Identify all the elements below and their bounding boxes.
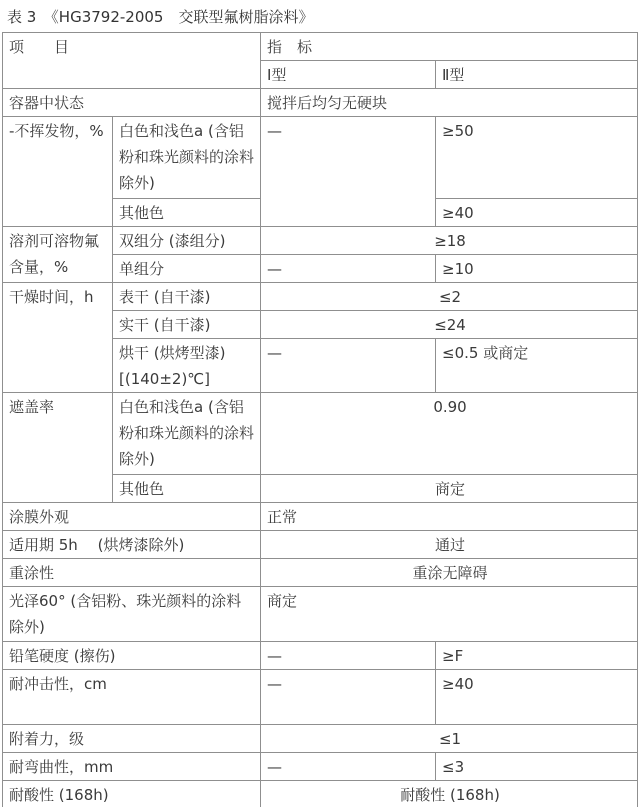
cell-acid-label: 耐酸性 (168h) bbox=[3, 781, 261, 807]
cell-nonvolatile-label: -不挥发物，% bbox=[3, 117, 113, 227]
header-type2: Ⅱ型 bbox=[436, 61, 638, 89]
header-row-1 bbox=[3, 33, 638, 61]
cell-recoat-value: 重涂无障碍 bbox=[261, 559, 638, 587]
cell-hiding-label: 遮盖率 bbox=[3, 393, 113, 503]
row-pencil bbox=[3, 642, 638, 670]
cell-adhesion-value: ≤1 bbox=[261, 725, 638, 753]
cell-fluorine-type1-dash: — bbox=[261, 255, 436, 283]
header-type1: Ⅰ型 bbox=[261, 61, 436, 89]
cell-potlife-label: 适用期 5h (烘烤漆除外) bbox=[3, 531, 261, 559]
table-caption: 表 3 《HG3792-2005 交联型氟树脂涂料》 bbox=[7, 8, 314, 26]
cell-acid-value: 耐酸性 (168h) bbox=[261, 781, 638, 807]
cell-hiding-sub1: 白色和浅色a (含铝粉和珠光颜料的涂料除外) bbox=[113, 393, 261, 475]
cell-recoat-label: 重涂性 bbox=[3, 559, 261, 587]
row-potlife bbox=[3, 531, 638, 559]
cell-fluorine-type2: ≥10 bbox=[436, 255, 638, 283]
cell-impact-label: 耐冲击性，cm bbox=[3, 670, 261, 725]
cell-pencil-label: 铅笔硬度 (擦伤) bbox=[3, 642, 261, 670]
cell-drytime-type2: ≤0.5 或商定 bbox=[436, 339, 638, 393]
cell-film-value: 正常 bbox=[261, 503, 638, 531]
row-bend bbox=[3, 753, 638, 781]
cell-fluorine-label: 溶剂可溶物氟含量，% bbox=[3, 227, 113, 283]
cell-film-label: 涂膜外观 bbox=[3, 503, 261, 531]
row-drytime-1 bbox=[3, 283, 638, 311]
row-gloss bbox=[3, 587, 638, 642]
header-index: 指 标 bbox=[261, 33, 638, 61]
cell-impact-type2: ≥40 bbox=[436, 670, 638, 725]
spec-table bbox=[2, 32, 638, 807]
cell-gloss-value: 商定 bbox=[261, 587, 638, 642]
row-container-state bbox=[3, 89, 638, 117]
cell-nonvolatile-type1-dash: — bbox=[261, 117, 436, 227]
row-recoat bbox=[3, 559, 638, 587]
row-impact bbox=[3, 670, 638, 725]
cell-hiding-value2: 商定 bbox=[261, 475, 638, 503]
row-nonvolatile-1 bbox=[3, 117, 638, 199]
cell-impact-type1-dash: — bbox=[261, 670, 436, 725]
cell-drytime-type1-dash: — bbox=[261, 339, 436, 393]
row-film bbox=[3, 503, 638, 531]
cell-bend-type1-dash: — bbox=[261, 753, 436, 781]
cell-nonvolatile-sub1: 白色和浅色a (含铝粉和珠光颜料的涂料除外) bbox=[113, 117, 261, 199]
cell-fluorine-sub1: 双组分 (漆组分) bbox=[113, 227, 261, 255]
row-adhesion bbox=[3, 725, 638, 753]
cell-drytime-value2: ≤24 bbox=[261, 311, 638, 339]
cell-nonvolatile-type2-2: ≥40 bbox=[436, 199, 638, 227]
row-acid bbox=[3, 781, 638, 807]
cell-drytime-label: 干燥时间，h bbox=[3, 283, 113, 393]
cell-hiding-sub2: 其他色 bbox=[113, 475, 261, 503]
cell-pencil-type2: ≥F bbox=[436, 642, 638, 670]
cell-bend-type2: ≤3 bbox=[436, 753, 638, 781]
cell-drytime-sub2: 实干 (自干漆) bbox=[113, 311, 261, 339]
cell-pencil-type1-dash: — bbox=[261, 642, 436, 670]
cell-gloss-label: 光泽60° (含铝粉、珠光颜料的涂料除外) bbox=[3, 587, 261, 642]
cell-container-value: 搅拌后均匀无硬块 bbox=[261, 89, 638, 117]
cell-fluorine-value1: ≥18 bbox=[261, 227, 638, 255]
cell-hiding-value1: 0.90 bbox=[261, 393, 638, 475]
cell-nonvolatile-type2-1: ≥50 bbox=[436, 117, 638, 199]
cell-drytime-value1: ≤2 bbox=[261, 283, 638, 311]
cell-drytime-sub1: 表干 (自干漆) bbox=[113, 283, 261, 311]
cell-container-label: 容器中状态 bbox=[3, 89, 261, 117]
cell-potlife-value: 通过 bbox=[261, 531, 638, 559]
cell-drytime-sub3: 烘干 (烘烤型漆) [(140±2)℃] bbox=[113, 339, 261, 393]
cell-bend-label: 耐弯曲性，mm bbox=[3, 753, 261, 781]
cell-nonvolatile-sub2: 其他色 bbox=[113, 199, 261, 227]
cell-fluorine-sub2: 单组分 bbox=[113, 255, 261, 283]
row-hiding-1 bbox=[3, 393, 638, 475]
header-item: 项 目 bbox=[3, 33, 261, 89]
cell-adhesion-label: 附着力，级 bbox=[3, 725, 261, 753]
row-fluorine-1 bbox=[3, 227, 638, 255]
